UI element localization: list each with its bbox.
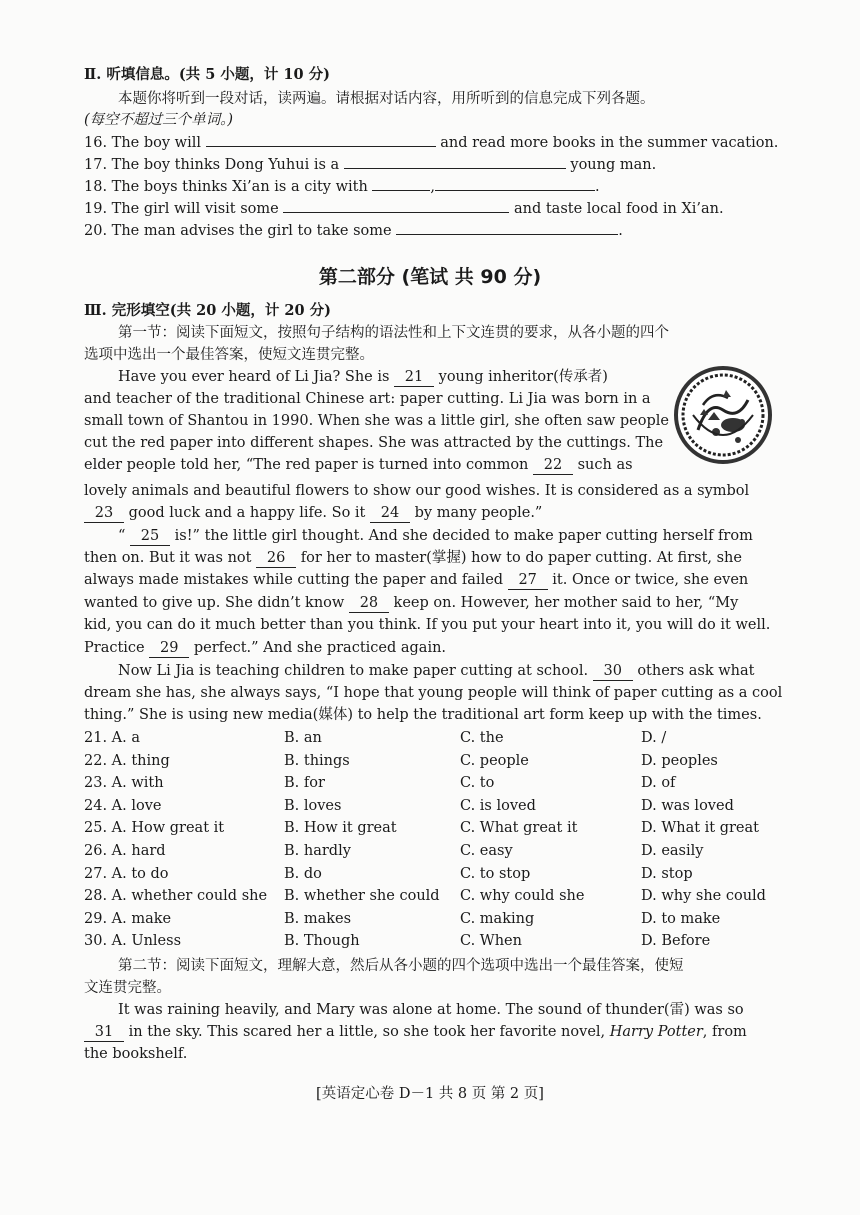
section2-passage-line: the bookshelf.	[84, 1046, 188, 1062]
q20-text: 20. The man advises the girl to take some	[84, 223, 392, 239]
q18-blank-1[interactable]	[372, 178, 430, 191]
s2-text: in the sky. This scared her a little, so she took her favorite novel,	[128, 1024, 606, 1040]
p2-text: then on. But it was not	[84, 550, 252, 566]
p1-text: by many people.”	[414, 505, 543, 521]
blank-27[interactable]: 27	[508, 571, 548, 590]
option-22-D[interactable]: D. peoples	[641, 752, 718, 769]
q18-comma: ,	[430, 179, 436, 195]
option-29-C[interactable]: C. making	[460, 910, 535, 927]
option-23-D[interactable]: D. of	[641, 775, 676, 792]
passage1-line	[118, 368, 608, 387]
option-28-A[interactable]: 28. A. whether could she	[84, 888, 268, 905]
option-27-D[interactable]: D. stop	[641, 865, 693, 882]
p2-text: it. Once or twice, she even	[552, 572, 749, 588]
option-29-B[interactable]: B. makes	[284, 910, 352, 927]
option-25-A[interactable]: 25. A. How great it	[84, 820, 225, 837]
q20-period: .	[618, 223, 623, 239]
option-30-C[interactable]: C. When	[460, 933, 522, 950]
option-23-C[interactable]: C. to	[460, 775, 495, 792]
passage2-line	[118, 527, 753, 546]
option-26-B[interactable]: B. hardly	[284, 843, 351, 859]
p1-text: good luck and a happy life. So it	[128, 505, 366, 521]
passage1-line	[84, 456, 633, 475]
p1-text: such as	[577, 457, 633, 473]
option-28-B[interactable]: B. whether she could	[284, 888, 440, 905]
option-22-A[interactable]: 22. A. thing	[84, 752, 170, 769]
p2-text: wanted to give up. She didn’t know	[84, 595, 345, 611]
option-27-C[interactable]: C. to stop	[460, 865, 531, 882]
question-19	[84, 200, 724, 218]
listening-instruction: 本题你将听到一段对话，读两遍。请根据对话内容，用所听到的信息完成下列各题。	[118, 91, 655, 107]
passage3-line: dream she has, she always says, “I hope that young people will think of paper cutting as a cool	[84, 685, 783, 701]
option-23-A[interactable]: 23. A. with	[84, 775, 164, 792]
option-30-A[interactable]: 30. A. Unless	[84, 933, 182, 950]
blank-22[interactable]: 22	[533, 456, 573, 475]
blank-21[interactable]: 21	[394, 368, 434, 387]
p3-text: Now Li Jia is teaching children to make paper cutting at school.	[118, 663, 589, 679]
passage1-line: small town of Shantou in 1990. When she was a little girl, she often saw people	[84, 413, 669, 429]
question-18	[84, 178, 600, 196]
q18-blank-2[interactable]	[435, 178, 595, 191]
listening-heading: Ⅱ. 听填信息。(共 5 小题，计 10 分)	[84, 66, 330, 83]
option-26-C[interactable]: C. easy	[460, 843, 513, 859]
passage3-line	[118, 662, 755, 681]
blank-29[interactable]: 29	[149, 639, 189, 658]
blank-25[interactable]: 25	[130, 527, 170, 546]
passage2-line	[84, 549, 742, 568]
q17-text-end: young man.	[570, 157, 657, 173]
cloze-section2-instruction-cont: 文连贯完整。	[84, 980, 171, 996]
part-two-title: 第二部分 (笔试 共 90 分)	[318, 266, 542, 288]
passage1-line: cut the red paper into different shapes. She was attracted by the cuttings. The	[84, 435, 664, 451]
option-28-C[interactable]: C. why could she	[460, 888, 585, 905]
option-29-A[interactable]: 29. A. make	[84, 910, 172, 927]
q17-blank[interactable]	[344, 156, 566, 169]
option-30-D[interactable]: D. Before	[641, 933, 711, 950]
cloze-heading: Ⅲ. 完形填空(共 20 小题，计 20 分)	[84, 302, 332, 319]
option-27-B[interactable]: B. do	[284, 865, 322, 882]
page-footer: [英语定心卷 D－1 共 8 页 第 2 页]	[316, 1086, 544, 1102]
option-25-B[interactable]: B. How it great	[284, 820, 397, 837]
question-16	[84, 134, 778, 152]
q20-blank[interactable]	[396, 222, 618, 235]
blank-23[interactable]: 23	[84, 504, 124, 523]
q19-text: 19. The girl will visit some	[84, 201, 279, 217]
passage1-line: lovely animals and beautiful flowers to show our good wishes. It is considered as a symbol	[84, 483, 750, 499]
passage2-line	[84, 594, 738, 613]
q17-text: 17. The boy thinks Dong Yuhui is a	[84, 157, 340, 173]
option-25-D[interactable]: D. What it great	[641, 820, 759, 837]
passage1-line	[84, 504, 542, 523]
question-20	[84, 222, 623, 240]
option-21-A[interactable]: 21. A. a	[84, 730, 141, 746]
option-22-C[interactable]: C. people	[460, 752, 529, 769]
option-24-C[interactable]: C. is loved	[460, 797, 536, 814]
option-23-B[interactable]: B. for	[284, 775, 325, 792]
novel-title: Harry Potter	[609, 1024, 703, 1040]
question-17	[84, 156, 656, 174]
p1-text: young inheritor(传承者)	[438, 369, 608, 385]
option-29-D[interactable]: D. to make	[641, 910, 721, 927]
p2-text: for her to master(掌握) how to do paper cutting. At first, she	[300, 550, 742, 566]
blank-28[interactable]: 28	[349, 594, 389, 613]
p2-text: Practice	[84, 640, 145, 656]
q19-blank[interactable]	[283, 200, 509, 213]
passage3-line: thing.” She is using new media(媒体) to help the traditional art form keep up with the times.	[84, 707, 762, 723]
p2-text: keep on. However, her mother said to her, “My	[393, 595, 739, 611]
p1-text: elder people told her, “The red paper is turned into common	[84, 457, 529, 473]
cloze-section2-instruction: 第二节：阅读下面短文，理解大意，然后从各小题的四个选项中选出一个最佳答案，使短	[118, 958, 684, 974]
p2-text: is!” the little girl thought. And she decided to make paper cutting herself from	[174, 528, 753, 544]
q16-text-end: and read more books in the summer vacation.	[440, 135, 779, 151]
section2-passage-line	[84, 1023, 747, 1042]
q16-blank[interactable]	[206, 134, 436, 147]
option-30-B[interactable]: B. Though	[284, 933, 360, 950]
blank-31[interactable]: 31	[84, 1023, 124, 1042]
paper-cutting-image	[674, 366, 772, 464]
cloze-section1-instruction-cont: 选项中选出一个最佳答案，使短文连贯完整。	[84, 347, 374, 363]
option-21-B[interactable]: B. an	[284, 730, 322, 746]
section2-passage-line: It was raining heavily, and Mary was alone at home. The sound of thunder(雷) was so	[118, 1002, 744, 1018]
option-24-B[interactable]: B. loves	[284, 797, 342, 814]
option-26-A[interactable]: 26. A. hard	[84, 843, 166, 859]
paper-cutting-icon	[678, 370, 768, 460]
option-27-A[interactable]: 27. A. to do	[84, 865, 169, 882]
option-24-D[interactable]: D. was loved	[641, 797, 734, 814]
p2-text: always made mistakes while cutting the paper and failed	[84, 572, 504, 588]
p2-text: perfect.” And she practiced again.	[193, 640, 447, 656]
passage2-line	[84, 571, 748, 590]
q18-period: .	[595, 179, 600, 195]
option-24-A[interactable]: 24. A. love	[84, 797, 162, 814]
blank-26[interactable]: 26	[256, 549, 296, 568]
passage1-line: and teacher of the traditional Chinese art: paper cutting. Li Jia was born in a	[84, 391, 651, 407]
option-22-B[interactable]: B. things	[284, 752, 350, 769]
q18-text: 18. The boys thinks Xi’an is a city with	[84, 179, 368, 195]
option-26-D[interactable]: D. easily	[641, 843, 704, 859]
cloze-section1-instruction: 第一节：阅读下面短文，按照句子结构的语法性和上下文连贯的要求，从各小题的四个	[118, 325, 669, 341]
p3-text: others ask what	[637, 663, 755, 679]
p2-text: “	[118, 528, 126, 544]
passage2-line: kid, you can do it much better than you think. If you put your heart into it, you will do it well.	[84, 617, 771, 633]
option-21-C[interactable]: C. the	[460, 730, 504, 746]
blank-24[interactable]: 24	[370, 504, 410, 523]
listening-instruction-note: (每空不超过三个单词。)	[84, 112, 234, 128]
s2-text: , from	[702, 1024, 747, 1040]
q16-text: 16. The boy will	[84, 135, 202, 151]
p1-text: Have you ever heard of Li Jia? She is	[118, 369, 390, 385]
option-25-C[interactable]: C. What great it	[460, 820, 578, 837]
passage2-line	[84, 639, 446, 658]
option-28-D[interactable]: D. why she could	[641, 888, 766, 905]
blank-30[interactable]: 30	[593, 662, 633, 681]
option-21-D[interactable]: D. /	[641, 730, 667, 746]
q19-text-end: and taste local food in Xi’an.	[513, 201, 724, 217]
